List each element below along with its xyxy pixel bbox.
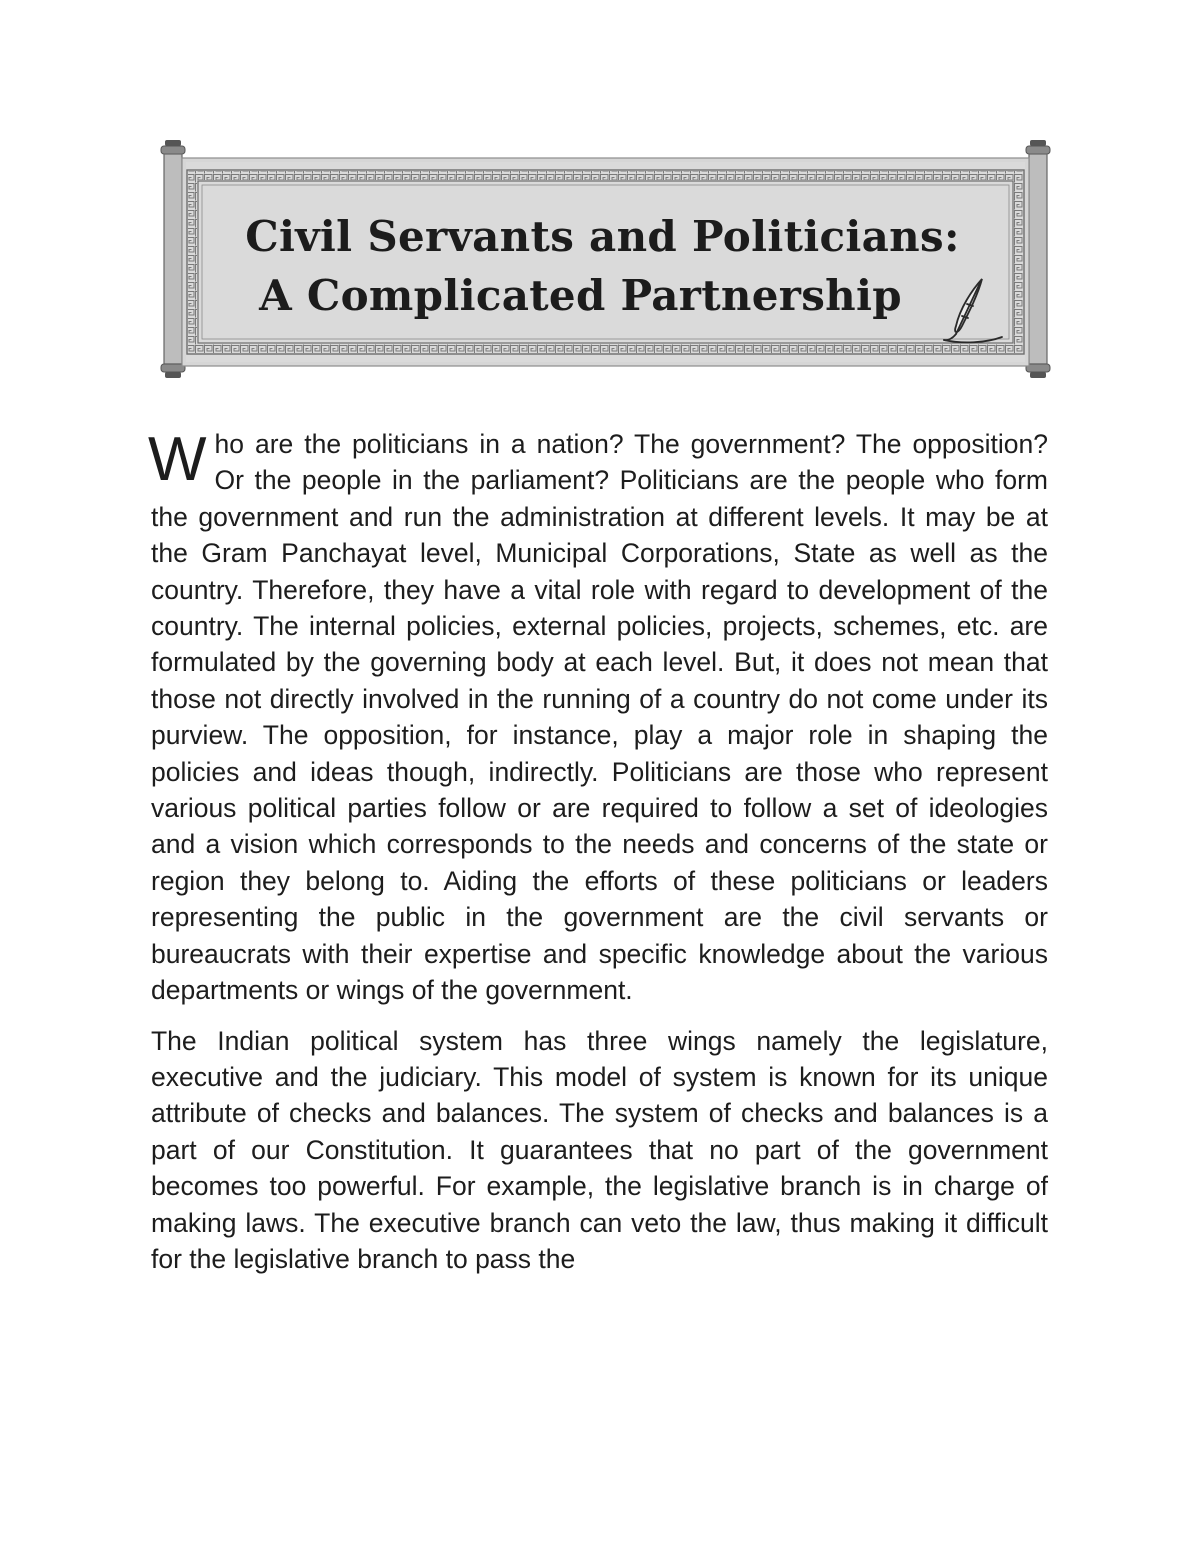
drop-cap: W bbox=[148, 425, 207, 494]
title-banner bbox=[150, 138, 1055, 388]
paragraph-1-text: ho are the politicians in a nation? The government? The opposition? Or the people in the parliament? Politicians are the people who form the government and run the administration at different levels. It may be at the Gram Panchayat level, Municipal Corporations, State as well as the country. Therefore, they have a vital role with regard to development of the country. The internal policies, external policies, projects, schemes, etc. are formulated by the governing body at each level. But, it does not mean that those not directly involved in the running of a country do not come under its purview. The opposition, for instance, play a major role in shaping the policies and ideas though, indirectly. Politicians are those who represent various political parties follow or are required to follow a set of ideologies and a vision which corresponds to the needs and concerns of the state or region they belong to. Aiding the efforts of these politicians or leaders representing the public in the government are the civil servants or bureaucrats with their expertise and specific knowledge about the various departments or wings of the government. bbox=[151, 429, 1048, 1006]
paragraph-1 bbox=[148, 425, 1048, 1009]
paragraph-2: The Indian political system has three wings namely the legislature, executive and the judiciary. This model of system is known for its unique attribute of checks and balances. The system of checks and balances is a part of our Constitution. It guarantees that no part of the government becomes too powerful. For example, the legislative branch is in charge of making laws. The executive branch can veto the law, thus making it difficult for the legislative branch to pass the bbox=[151, 1025, 1048, 1274]
scroll-frame bbox=[150, 138, 1055, 388]
banner-title-line1: Civil Servants and Politicians: bbox=[245, 212, 960, 261]
article-body bbox=[148, 425, 1048, 1277]
banner-title-line2: A Complicated Partnership bbox=[259, 271, 902, 320]
